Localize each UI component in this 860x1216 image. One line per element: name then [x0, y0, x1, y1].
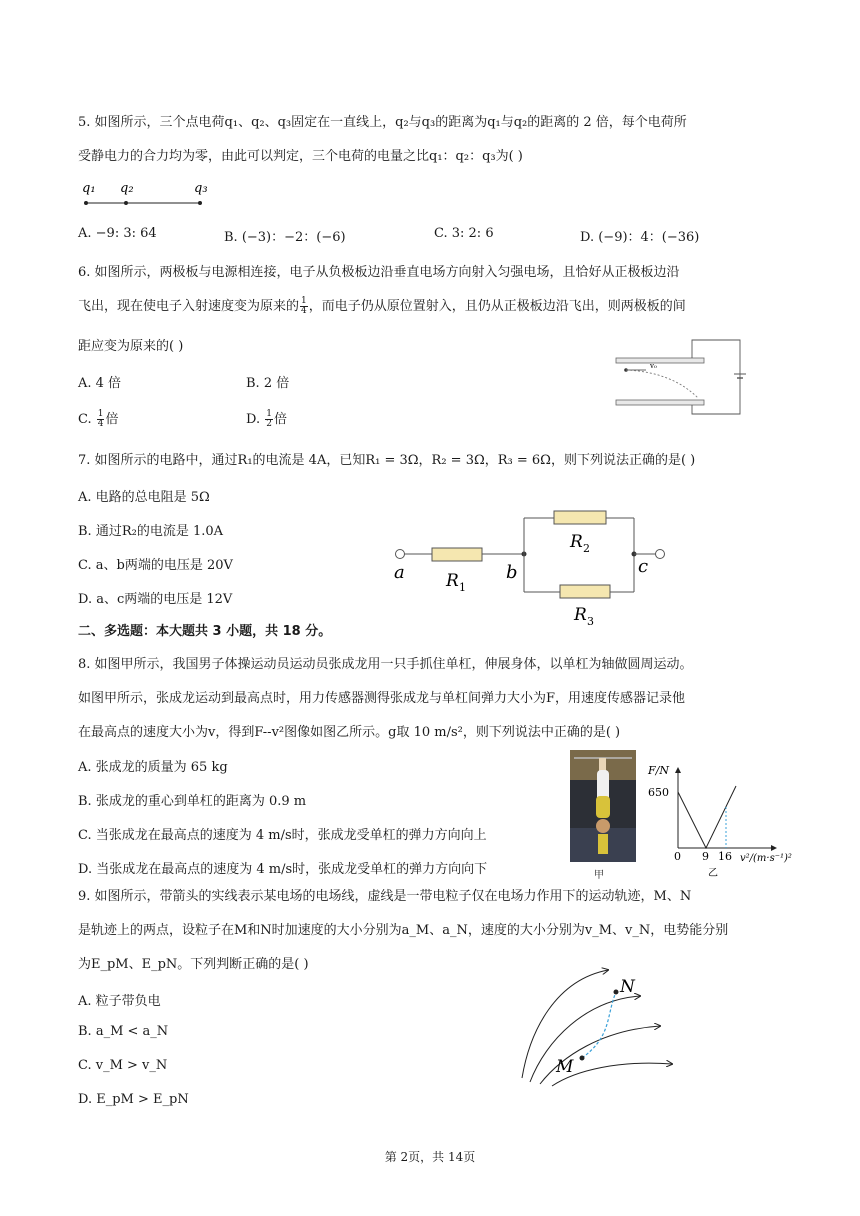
q7-label-r2: R	[570, 532, 583, 552]
q8-stem-line1: 8. 如图甲所示，我国男子体操运动员运动员张成龙用一只手抓住单杠，伸展身体，以单杠为轴做圆周运动。	[78, 657, 693, 672]
q7-label-r1: R	[446, 571, 459, 591]
q6-velocity-label: v₀	[650, 362, 657, 370]
q7-resistor-r2	[554, 511, 606, 524]
q9-point-m	[580, 1056, 585, 1061]
q7-label-r2-sub: 2	[583, 542, 590, 555]
q5-stem-line2: 受静电力的合力均为零，由此可以判定，三个电荷的电量之比q₁：q₂：q₃为( )	[78, 149, 523, 164]
q6-stem-line2-a: 飞出，现在使电子入射速度变为原来的	[78, 299, 300, 314]
q8-graph-line	[678, 786, 736, 848]
q6-option-d-num: 1	[266, 409, 272, 419]
q7-option-c[interactable]: C. a、b两端的电压是 20V	[78, 558, 233, 573]
q6-fraction-num: 1	[301, 296, 307, 306]
q7-terminal-c	[656, 550, 665, 559]
q7-label-b: b	[506, 562, 518, 583]
q8-ylabel: F/N	[648, 764, 669, 777]
q5-options	[78, 226, 783, 252]
q9-option-a[interactable]: A. 粒子带负电	[78, 994, 161, 1009]
q6-option-d-frac	[265, 410, 273, 429]
q9-stem-line3: 为E_pM、E_pN。下列判断正确的是( )	[78, 957, 309, 972]
q9-stem-line2: 是轨迹上的两点，设粒子在M和N时加速度的大小分别为a_M、a_N，速度的大小分别为v_M、v_N，电势能分别	[78, 923, 729, 938]
q6-fraction-den: 4	[301, 306, 307, 316]
q6-option-d-suffix: 倍	[273, 412, 287, 427]
q6-option-c-frac	[97, 410, 105, 429]
q6-stem-line2	[78, 290, 783, 324]
q7-resistor-r3	[560, 585, 610, 598]
q8-y650: 650	[648, 786, 669, 799]
q8-stem-line2: 如图甲所示，张成龙运动到最高点时，用力传感器测得张成龙与单杠间弹力大小为F，用速度传感器记录他	[78, 691, 686, 706]
q8-x16: 16	[718, 850, 732, 863]
q8-caption-right: 乙	[708, 868, 718, 879]
q6-option-c-prefix: C.	[78, 412, 96, 427]
q6-stem-line2-b: ，而电子仍从原位置射入，且仍从正极板边沿飞出，则两极板的间	[308, 299, 686, 314]
q8-caption-left: 甲	[594, 870, 604, 881]
q9-figure	[516, 960, 686, 1090]
q7-option-b[interactable]: B. 通过R₂的电流是 1.0A	[78, 524, 224, 539]
q8-x9: 9	[702, 850, 709, 863]
q5-option-c[interactable]: C. 3: 2: 6	[434, 226, 494, 241]
q7-circuit	[388, 500, 678, 630]
q5-label-q2: q₂	[120, 181, 134, 196]
q8-option-c[interactable]: C. 当张成龙在最高点的速度为 4 m/s时，张成龙受单杠的弹力方向向上	[78, 828, 487, 843]
q6-option-d-den: 2	[266, 419, 272, 429]
q9-option-b[interactable]: B. a_M < a_N	[78, 1024, 169, 1039]
q6-option-c[interactable]	[78, 408, 119, 429]
q6-stem-line3: 距应变为原来的( )	[78, 339, 184, 354]
q5-option-d[interactable]: D. (−9)：4：(−36)	[580, 230, 700, 245]
q9-label-m: M	[556, 1057, 574, 1077]
q9-option-c[interactable]: C. v_M > v_N	[78, 1058, 168, 1073]
q6-option-a[interactable]: A. 4 倍	[78, 376, 122, 391]
q6-figure	[612, 334, 748, 420]
q6-upper-plate	[616, 358, 704, 363]
q8-graph	[644, 750, 814, 880]
q6-trajectory	[626, 370, 698, 398]
q6-lower-plate	[616, 400, 704, 405]
q7-label-r3: R	[574, 605, 587, 625]
q6-option-b[interactable]: B. 2 倍	[246, 376, 290, 391]
q6-option-d-prefix: D.	[246, 412, 265, 427]
q5-charge-q3	[198, 201, 202, 205]
section-multiple-choice-heading: 二、多选题：本大题共 3 小题，共 18 分。	[78, 624, 332, 639]
q8-option-d[interactable]: D. 当张成龙在最高点的速度为 4 m/s时，张成龙受单杠的弹力方向向下	[78, 862, 488, 877]
q5-label-q1: q₁	[82, 181, 96, 196]
q6-option-c-den: 4	[97, 419, 104, 429]
q8-option-b[interactable]: B. 张成龙的重心到单杠的距离为 0.9 m	[78, 794, 307, 809]
q7-label-a: a	[394, 562, 405, 583]
q5-charge-q2	[124, 201, 128, 205]
q5-charge-q1	[84, 201, 88, 205]
q6-option-c-suffix: 倍	[105, 412, 119, 427]
q9-stem-line1: 9. 如图所示，带箭头的实线表示某电场的电场线，虚线是一带电粒子仅在电场力作用下的运动轨迹，M、N	[78, 889, 692, 904]
q5-option-b[interactable]: B. (−3)：−2：(−6)	[224, 230, 346, 245]
q8-x0: 0	[674, 850, 681, 863]
q7-stem: 7. 如图所示的电路中，通过R₁的电流是 4A，已知R₁ = 3Ω，R₂ = 3Ω，R₃ = 6Ω，则下列说法正确的是( )	[78, 453, 696, 468]
q9-option-d[interactable]: D. E_pM > E_pN	[78, 1092, 189, 1107]
page-footer: 第 2页，共 14页	[384, 1150, 476, 1164]
q5-figure	[78, 178, 218, 212]
q7-option-a[interactable]: A. 电路的总电阻是 5Ω	[78, 490, 210, 505]
q9-label-n: N	[620, 977, 635, 997]
q8-gymnast-photo	[570, 750, 636, 862]
q8-stem-line3: 在最高点的速度大小为v，得到F--v²图像如图乙所示。g取 10 m/s²，则下列说法中正确的是( )	[78, 725, 621, 740]
q5-option-a[interactable]: A. −9: 3: 64	[78, 226, 157, 241]
q7-label-c: c	[638, 556, 649, 577]
q7-resistor-r1	[432, 548, 482, 561]
q7-label-r1-sub: 1	[459, 581, 466, 594]
q6-option-d[interactable]	[246, 408, 287, 429]
q8-option-a[interactable]: A. 张成龙的质量为 65 kg	[78, 760, 228, 775]
q5-label-q3: q₃	[194, 181, 208, 196]
q7-label-r3-sub: 3	[587, 615, 594, 628]
q7-option-d[interactable]: D. a、c两端的电压是 12V	[78, 592, 233, 607]
q8-xlabel: v²/(m·s⁻¹)²	[740, 853, 792, 864]
q9-point-n	[614, 990, 619, 995]
q6-fraction	[300, 297, 308, 316]
q6-stem-line1: 6. 如图所示，两极板与电源相连接，电子从负极板边沿垂直电场方向射入匀强电场，且恰好从正极板边沿	[78, 265, 680, 280]
q5-stem-line1: 5. 如图所示，三个点电荷q₁、q₂、q₃固定在一直线上，q₂与q₃的距离为q₁与q₂的距离的 2 倍，每个电荷所	[78, 115, 687, 130]
q9-field-line-2	[530, 996, 640, 1082]
q6-option-c-num: 1	[97, 409, 104, 419]
q7-terminal-a	[396, 550, 405, 559]
